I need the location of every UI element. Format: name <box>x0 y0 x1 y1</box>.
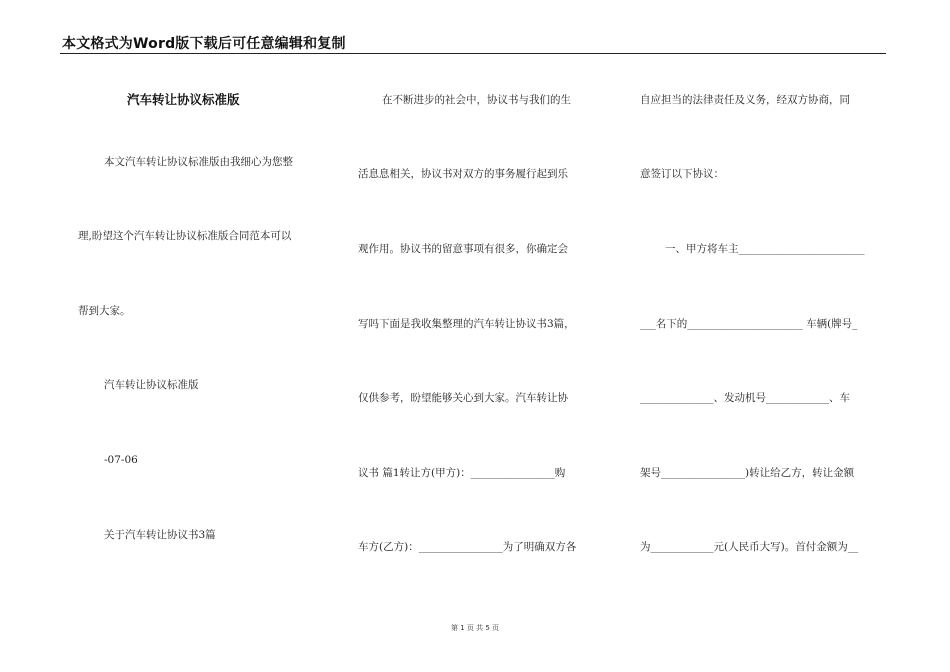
text-line: 为____________元(人民币大写)。首付金额为__ <box>640 541 859 553</box>
text-line: 一、甲方将车主________________________ <box>665 243 865 255</box>
page-number-footer: 第 1 页 共 5 页 <box>450 624 500 632</box>
text-line: 议书 篇1转让方(甲方)：________________购 <box>358 467 566 479</box>
text-line: 汽车转让协议标准版 <box>104 379 199 391</box>
text-line: 本文汽车转让协议标准版由我细心为您整 <box>104 156 293 168</box>
text-line: 在不断进步的社会中，协议书与我们的生 <box>382 94 571 106</box>
text-line: 车方(乙方)：________________为了明确双方各 <box>358 541 577 553</box>
text-line: ______________、发动机号____________、车 <box>640 392 850 404</box>
text-line: 写吗下面是我收集整理的汽车转让协议书3篇， <box>358 318 575 330</box>
text-line: 意签订以下协议： <box>640 168 724 180</box>
text-line: 架号________________)转让给乙方，转让金额 <box>640 467 855 479</box>
text-line: ___名下的______________________ 车辆(牌号_ <box>640 318 858 330</box>
text-line: 帮到大家。 <box>78 305 131 317</box>
document-title: 汽车转让协议标准版 <box>127 92 240 107</box>
document-banner: 本文格式为Word版下载后可任意编辑和复制 <box>62 36 346 52</box>
text-line: 活息息相关，协议书对双方的事务履行起到乐 <box>358 168 568 180</box>
text-line: 关于汽车转让协议书3篇 <box>104 529 216 541</box>
banner-divider <box>60 53 886 54</box>
text-line: -07-06 <box>104 454 138 466</box>
text-line: 仅供参考，盼望能够关心到大家。汽车转让协 <box>358 392 568 404</box>
text-line: 观作用。协议书的留意事项有很多，你确定会 <box>358 243 568 255</box>
text-line: 自应担当的法律责任及义务，经双方协商，同 <box>640 94 850 106</box>
text-line: 理,盼望这个汽车转让协议标准版合同范本可以 <box>78 230 292 242</box>
